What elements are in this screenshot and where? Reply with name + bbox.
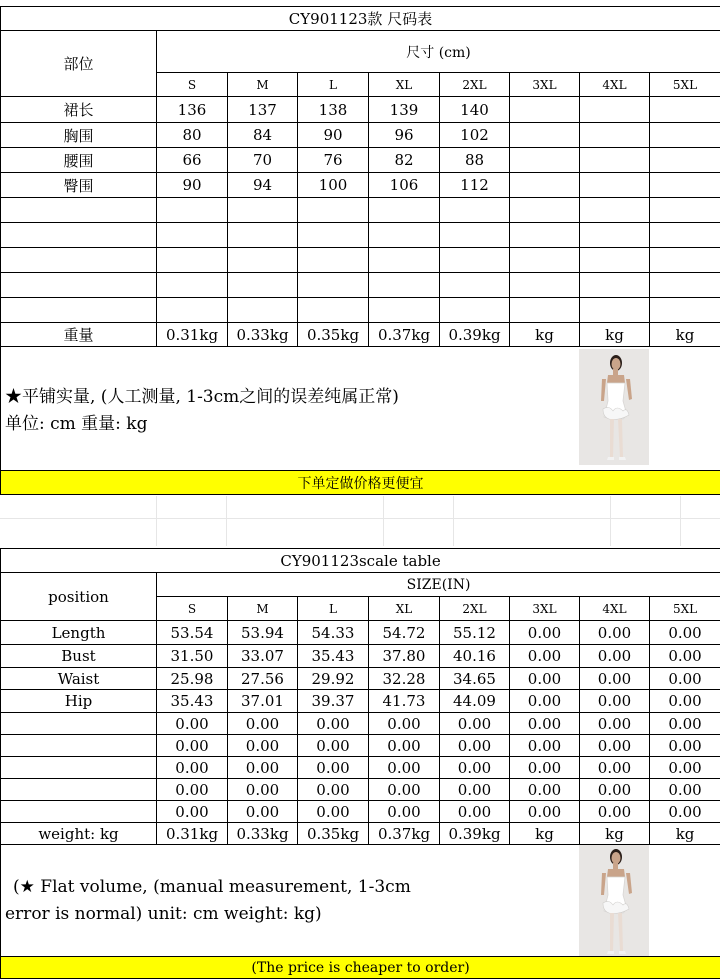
measurement-cell: 35.43 xyxy=(298,645,369,668)
measurement-cell: 0.00 xyxy=(298,735,369,757)
measurement-label xyxy=(1,801,157,823)
size-label: 2XL xyxy=(440,597,510,621)
measurement-row xyxy=(1,97,720,123)
size-label: L xyxy=(298,73,369,97)
measurement-cell xyxy=(510,148,580,173)
measurement-cell xyxy=(510,173,580,198)
measurement-cell: 54.33 xyxy=(298,621,369,645)
measurement-cell: 0.00 xyxy=(440,757,510,779)
size-label: M xyxy=(228,73,298,97)
measurement-cell: 0.00 xyxy=(228,801,298,823)
measurement-cell: 0.00 xyxy=(510,779,580,801)
measurement-cell: 140 xyxy=(440,97,510,123)
measurement-label xyxy=(1,198,157,223)
size-label: 3XL xyxy=(510,73,580,97)
measurement-cell: 0.00 xyxy=(369,735,440,757)
measurement-cell: 0.00 xyxy=(157,801,228,823)
measurement-cell xyxy=(580,273,650,298)
size-chart-cn xyxy=(0,6,720,495)
measurement-label: Length xyxy=(1,621,157,645)
measurement-label: 胸围 xyxy=(1,123,157,148)
measurement-cell xyxy=(369,223,440,248)
measurement-cell: 102 xyxy=(440,123,510,148)
measurement-row xyxy=(1,801,720,823)
measurement-label: Hip xyxy=(1,690,157,713)
measurement-cell: 0.00 xyxy=(580,668,650,690)
measurement-cell xyxy=(650,173,720,198)
size-label: 4XL xyxy=(580,73,650,97)
measurement-cell xyxy=(298,248,369,273)
size-label: M xyxy=(228,597,298,621)
measurement-cell xyxy=(580,148,650,173)
measurement-cell xyxy=(650,248,720,273)
measurement-cell xyxy=(510,248,580,273)
measurement-cell: 0.00 xyxy=(298,779,369,801)
measurement-cell xyxy=(580,223,650,248)
weight-cell: 0.31kg xyxy=(157,823,228,845)
weight-row xyxy=(1,823,720,845)
promo-banner: (The price is cheaper to order) xyxy=(1,957,720,979)
measurement-cell: 0.00 xyxy=(510,668,580,690)
measurement-cell: 0.00 xyxy=(369,757,440,779)
measurement-cell xyxy=(580,123,650,148)
measurement-cell xyxy=(157,298,228,323)
measurement-cell: 0.00 xyxy=(369,713,440,735)
measurement-cell: 80 xyxy=(157,123,228,148)
measurement-label xyxy=(1,757,157,779)
measurement-cell xyxy=(580,173,650,198)
measurement-cell: 0.00 xyxy=(440,779,510,801)
measurement-row xyxy=(1,713,720,735)
weight-cell: 0.37kg xyxy=(369,323,440,347)
measurement-cell xyxy=(650,298,720,323)
measurement-cell: 0.00 xyxy=(298,757,369,779)
measurement-row xyxy=(1,757,720,779)
measurement-cell: 41.73 xyxy=(369,690,440,713)
size-label: 3XL xyxy=(510,597,580,621)
measurement-cell xyxy=(228,298,298,323)
measurement-row xyxy=(1,298,720,323)
measurement-cell xyxy=(510,198,580,223)
weight-cell: kg xyxy=(510,823,580,845)
measurement-label xyxy=(1,223,157,248)
measurement-cell: 0.00 xyxy=(650,801,720,823)
measurement-cell: 32.28 xyxy=(369,668,440,690)
position-header: position xyxy=(1,573,157,621)
measurement-cell xyxy=(298,223,369,248)
measurement-cell: 44.09 xyxy=(440,690,510,713)
weight-cell: 0.33kg xyxy=(228,323,298,347)
measurement-cell: 39.37 xyxy=(298,690,369,713)
measurement-cell xyxy=(157,273,228,298)
measurement-cell xyxy=(510,123,580,148)
measurement-note xyxy=(1,845,720,957)
measurement-cell xyxy=(510,97,580,123)
measurement-cell: 0.00 xyxy=(440,735,510,757)
measurement-cell: 0.00 xyxy=(580,621,650,645)
measurement-cell: 0.00 xyxy=(228,713,298,735)
measurement-cell: 0.00 xyxy=(510,621,580,645)
measurement-row xyxy=(1,173,720,198)
measurement-cell: 0.00 xyxy=(510,757,580,779)
measurement-cell xyxy=(369,273,440,298)
size-unit-header: 尺寸 (cm) xyxy=(157,31,720,73)
measurement-cell xyxy=(228,248,298,273)
weight-cell: 0.33kg xyxy=(228,823,298,845)
measurement-cell xyxy=(650,223,720,248)
measurement-cell xyxy=(440,273,510,298)
spacer-grid xyxy=(0,496,720,546)
measurement-cell: 136 xyxy=(157,97,228,123)
measurement-note xyxy=(1,347,720,471)
measurement-cell: 139 xyxy=(369,97,440,123)
measurement-row xyxy=(1,248,720,273)
measurement-cell xyxy=(650,148,720,173)
measurement-label xyxy=(1,713,157,735)
measurement-cell: 82 xyxy=(369,148,440,173)
measurement-cell: 137 xyxy=(228,97,298,123)
measurement-cell xyxy=(298,298,369,323)
measurement-cell: 0.00 xyxy=(580,801,650,823)
measurement-label: Waist xyxy=(1,668,157,690)
measurement-cell: 90 xyxy=(298,123,369,148)
measurement-cell: 0.00 xyxy=(228,757,298,779)
measurement-cell: 0.00 xyxy=(157,757,228,779)
measurement-cell: 0.00 xyxy=(157,713,228,735)
measurement-row xyxy=(1,148,720,173)
measurement-cell: 88 xyxy=(440,148,510,173)
measurement-cell: 0.00 xyxy=(298,713,369,735)
measurement-label xyxy=(1,298,157,323)
measurement-cell: 0.00 xyxy=(650,645,720,668)
chart-title: CY901123scale table xyxy=(1,549,720,573)
measurement-label xyxy=(1,735,157,757)
measurement-label: Bust xyxy=(1,645,157,668)
measurement-cell: 76 xyxy=(298,148,369,173)
measurement-rows xyxy=(1,97,720,323)
measurement-cell: 33.07 xyxy=(228,645,298,668)
measurement-row xyxy=(1,123,720,148)
measurement-cell: 0.00 xyxy=(369,801,440,823)
measurement-cell: 0.00 xyxy=(157,779,228,801)
measurement-cell: 94 xyxy=(228,173,298,198)
weight-label: weight: kg xyxy=(1,823,157,845)
measurement-cell xyxy=(440,223,510,248)
note-line-2: 单位: cm 重量: kg xyxy=(5,413,148,434)
measurement-cell: 53.94 xyxy=(228,621,298,645)
measurement-cell: 34.65 xyxy=(440,668,510,690)
measurement-cell xyxy=(298,273,369,298)
model-photo xyxy=(579,845,649,957)
measurement-cell: 0.00 xyxy=(157,735,228,757)
measurement-cell xyxy=(650,273,720,298)
size-label: 4XL xyxy=(580,597,650,621)
measurement-cell: 96 xyxy=(369,123,440,148)
position-header: 部位 xyxy=(1,31,157,97)
measurement-cell: 106 xyxy=(369,173,440,198)
measurement-cell: 0.00 xyxy=(650,735,720,757)
measurement-row xyxy=(1,223,720,248)
size-label: 2XL xyxy=(440,73,510,97)
weight-cell: 0.35kg xyxy=(298,323,369,347)
measurement-cell xyxy=(228,198,298,223)
measurement-cell: 66 xyxy=(157,148,228,173)
measurement-cell xyxy=(580,248,650,273)
measurement-cell xyxy=(580,97,650,123)
note-line-1: (★ Flat volume, (manual measurement, 1-3cm xyxy=(13,876,411,897)
weight-cell: kg xyxy=(510,323,580,347)
measurement-cell xyxy=(298,198,369,223)
measurement-cell: 27.56 xyxy=(228,668,298,690)
measurement-cell: 0.00 xyxy=(580,690,650,713)
measurement-row xyxy=(1,198,720,223)
measurement-cell: 138 xyxy=(298,97,369,123)
measurement-cell xyxy=(440,198,510,223)
measurement-cell: 29.92 xyxy=(298,668,369,690)
measurement-cell: 0.00 xyxy=(510,690,580,713)
weight-row xyxy=(1,323,720,347)
measurement-cell: 0.00 xyxy=(228,735,298,757)
measurement-cell: 0.00 xyxy=(369,779,440,801)
measurement-cell: 0.00 xyxy=(580,735,650,757)
measurement-cell xyxy=(580,198,650,223)
measurement-cell: 0.00 xyxy=(580,645,650,668)
measurement-cell: 0.00 xyxy=(440,801,510,823)
measurement-cell: 0.00 xyxy=(650,668,720,690)
measurement-cell: 35.43 xyxy=(157,690,228,713)
measurement-row xyxy=(1,668,720,690)
measurement-cell: 31.50 xyxy=(157,645,228,668)
measurement-cell xyxy=(510,273,580,298)
weight-cell: 0.31kg xyxy=(157,323,228,347)
measurement-cell xyxy=(510,298,580,323)
measurement-cell: 70 xyxy=(228,148,298,173)
size-label: L xyxy=(298,597,369,621)
measurement-cell xyxy=(369,298,440,323)
measurement-cell xyxy=(650,97,720,123)
measurement-row xyxy=(1,735,720,757)
measurement-cell: 0.00 xyxy=(510,735,580,757)
measurement-row xyxy=(1,645,720,668)
weight-cell: 0.37kg xyxy=(369,823,440,845)
weight-cell: kg xyxy=(650,323,720,347)
measurement-cell xyxy=(510,223,580,248)
measurement-cell: 0.00 xyxy=(650,757,720,779)
measurement-label xyxy=(1,273,157,298)
measurement-label: 腰围 xyxy=(1,148,157,173)
measurement-cell: 37.80 xyxy=(369,645,440,668)
measurement-cell xyxy=(650,123,720,148)
weight-cell: 0.39kg xyxy=(440,823,510,845)
measurement-cell: 0.00 xyxy=(580,757,650,779)
measurement-label: 臀围 xyxy=(1,173,157,198)
measurement-cell: 84 xyxy=(228,123,298,148)
weight-cell: kg xyxy=(580,323,650,347)
measurement-cell: 37.01 xyxy=(228,690,298,713)
weight-cell: 0.39kg xyxy=(440,323,510,347)
size-label: S xyxy=(157,597,228,621)
size-label: 5XL xyxy=(650,73,720,97)
note-line-2: error is normal) unit: cm weight: kg) xyxy=(5,903,322,924)
measurement-label: 裙长 xyxy=(1,97,157,123)
measurement-label xyxy=(1,248,157,273)
size-label: XL xyxy=(369,73,440,97)
measurement-cell xyxy=(369,198,440,223)
note-line-1: ★平铺实量, (人工测量, 1-3cm之间的误差纯属正常) xyxy=(5,386,399,407)
measurement-row xyxy=(1,779,720,801)
weight-cell: kg xyxy=(580,823,650,845)
measurement-row xyxy=(1,621,720,645)
measurement-cell: 0.00 xyxy=(298,801,369,823)
measurement-cell xyxy=(228,223,298,248)
measurement-label xyxy=(1,779,157,801)
measurement-cell xyxy=(228,273,298,298)
measurement-row xyxy=(1,690,720,713)
size-label: XL xyxy=(369,597,440,621)
measurement-cell: 90 xyxy=(157,173,228,198)
size-label: 5XL xyxy=(650,597,720,621)
measurement-cell: 100 xyxy=(298,173,369,198)
measurement-cell xyxy=(650,198,720,223)
measurement-cell xyxy=(157,223,228,248)
measurement-cell xyxy=(440,248,510,273)
size-label: S xyxy=(157,73,228,97)
measurement-cell: 40.16 xyxy=(440,645,510,668)
measurement-cell: 55.12 xyxy=(440,621,510,645)
promo-banner: 下单定做价格更便宜 xyxy=(1,471,720,495)
weight-cell: kg xyxy=(650,823,720,845)
measurement-cell: 0.00 xyxy=(510,713,580,735)
measurement-cell: 0.00 xyxy=(580,779,650,801)
measurement-cell: 112 xyxy=(440,173,510,198)
measurement-cell: 0.00 xyxy=(580,713,650,735)
measurement-cell: 0.00 xyxy=(510,801,580,823)
measurement-cell: 0.00 xyxy=(650,621,720,645)
measurement-cell: 0.00 xyxy=(228,779,298,801)
measurement-cell: 0.00 xyxy=(650,713,720,735)
size-unit-header: SIZE(IN) xyxy=(157,573,720,597)
measurement-cell: 0.00 xyxy=(650,779,720,801)
measurement-rows xyxy=(1,621,720,823)
measurement-cell: 0.00 xyxy=(650,690,720,713)
measurement-cell xyxy=(157,248,228,273)
model-photo xyxy=(579,349,649,465)
measurement-cell: 25.98 xyxy=(157,668,228,690)
measurement-cell: 54.72 xyxy=(369,621,440,645)
measurement-cell xyxy=(369,248,440,273)
measurement-cell xyxy=(157,198,228,223)
measurement-cell xyxy=(440,298,510,323)
measurement-row xyxy=(1,273,720,298)
measurement-cell xyxy=(580,298,650,323)
weight-cell: 0.35kg xyxy=(298,823,369,845)
measurement-cell: 0.00 xyxy=(510,645,580,668)
measurement-cell: 53.54 xyxy=(157,621,228,645)
chart-title: CY901123款 尺码表 xyxy=(1,7,720,31)
measurement-cell: 0.00 xyxy=(440,713,510,735)
size-chart-en xyxy=(0,548,720,979)
weight-label: 重量 xyxy=(1,323,157,347)
